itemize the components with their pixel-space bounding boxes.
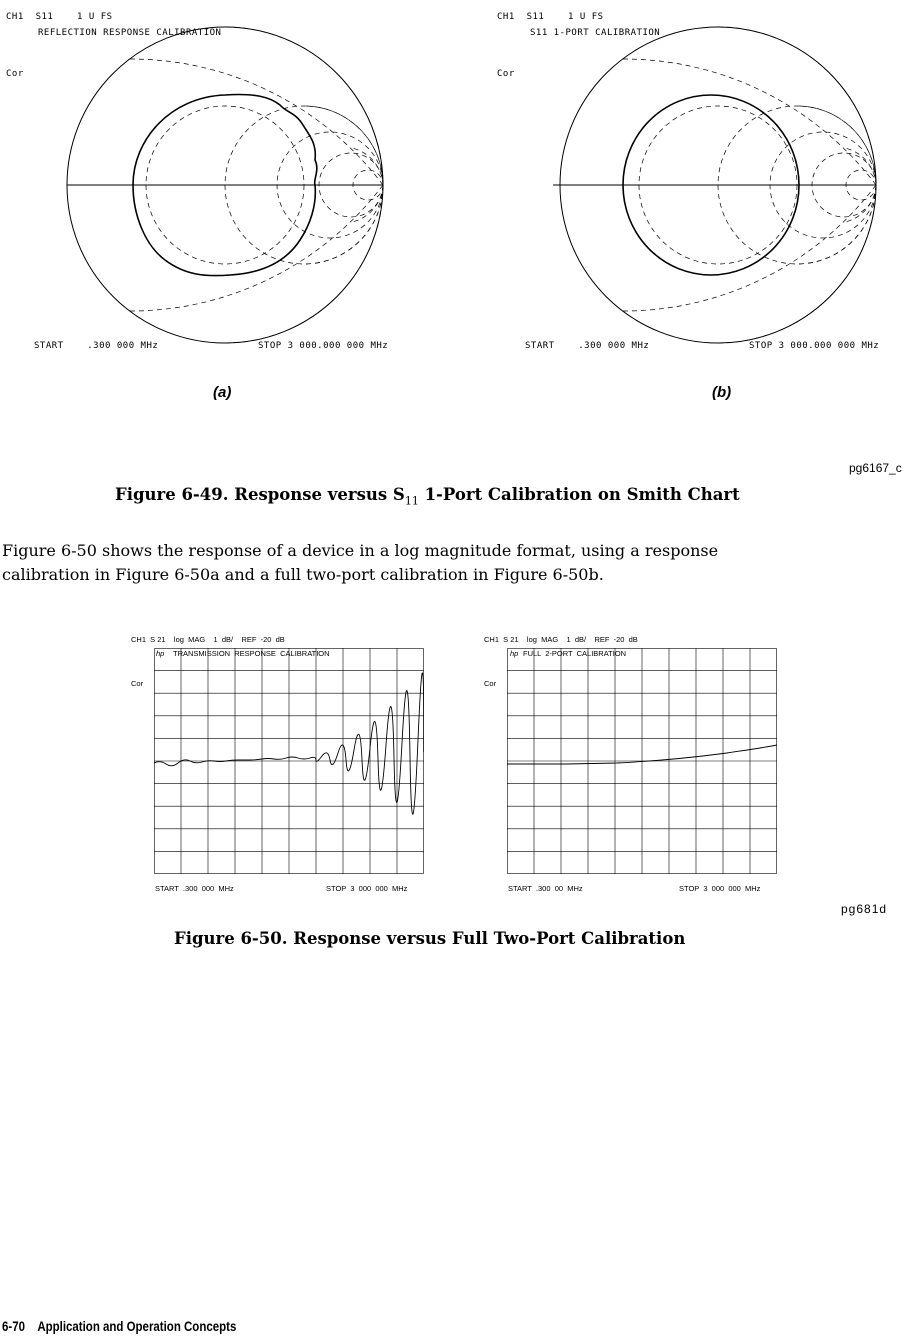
panel-b-header-line1: CH1 S11 1 U FS: [497, 12, 604, 22]
figure-49-caption-sub: 11: [404, 494, 419, 508]
figure-49-caption-pre: Figure 6-49. Response versus S: [115, 485, 405, 504]
figure-49-caption: [115, 485, 740, 507]
figure-49-caption-post: 1-Port Calibration on Smith Chart: [418, 485, 740, 504]
panel-a-header-line1: CH1 S11 1 U FS: [6, 12, 113, 22]
logmag-a-start: START .300 000 MHz: [155, 884, 234, 893]
logmag-b-hp: hp: [510, 649, 519, 658]
panel-a-header-line2: REFLECTION RESPONSE CALIBRATION: [38, 28, 222, 38]
panel-a-cor: Cor: [6, 69, 24, 79]
panel-a-stop: STOP 3 000.000 000 MHz: [258, 341, 389, 351]
logmag-b-cor: Cor: [484, 679, 497, 688]
body-paragraph-line1: Figure 6-50 shows the response of a device in a log magnitude format, using a response: [2, 541, 719, 560]
figure-50-caption: Figure 6-50. Response versus Full Two-Port Calibration: [174, 929, 686, 948]
smith-chart-a: [60, 20, 390, 350]
logmag-a-header: CH1 S 21 log MAG 1 dB/ REF -20 dB: [131, 635, 285, 644]
panel-b-cor: Cor: [497, 69, 515, 79]
panel-b-label: (b): [712, 384, 732, 401]
logmag-a-subtitle: TRANSMISSION RESPONSE CALIBRATION: [173, 649, 330, 658]
logmag-b-subtitle: FULL 2-PORT CALIBRATION: [523, 649, 627, 658]
panel-a-label: (a): [213, 384, 232, 401]
page-footer: [2, 1318, 236, 1334]
logmag-b-stop: STOP 3 000 000 MHz: [679, 884, 761, 893]
figure-50-id: pg681d: [841, 902, 888, 916]
logmag-grid-a: [154, 648, 424, 874]
logmag-b-header: CH1 S 21 log MAG 1 dB/ REF -20 dB: [484, 635, 638, 644]
logmag-b-start: START .300 00 MHz: [508, 884, 583, 893]
logmag-a-cor: Cor: [131, 679, 144, 688]
logmag-a-stop: STOP 3 000 000 MHz: [326, 884, 408, 893]
footer-section-title: Application and Operation Concepts: [37, 1318, 237, 1334]
logmag-a-hp: hp: [156, 649, 165, 658]
logmag-grid-b: [507, 648, 777, 874]
panel-b-header-line2: S11 1-PORT CALIBRATION: [530, 28, 661, 38]
panel-a-start: START .300 000 MHz: [34, 341, 159, 351]
body-paragraph-line2: calibration in Figure 6-50a and a full two-port calibration in Figure 6-50b.: [2, 565, 604, 584]
footer-page-number: 6-70: [2, 1318, 25, 1334]
panel-b-start: START .300 000 MHz: [525, 341, 650, 351]
smith-chart-b: [553, 20, 883, 350]
panel-b-stop: STOP 3 000.000 000 MHz: [749, 341, 880, 351]
figure-49-id: pg6167_c: [849, 461, 902, 475]
